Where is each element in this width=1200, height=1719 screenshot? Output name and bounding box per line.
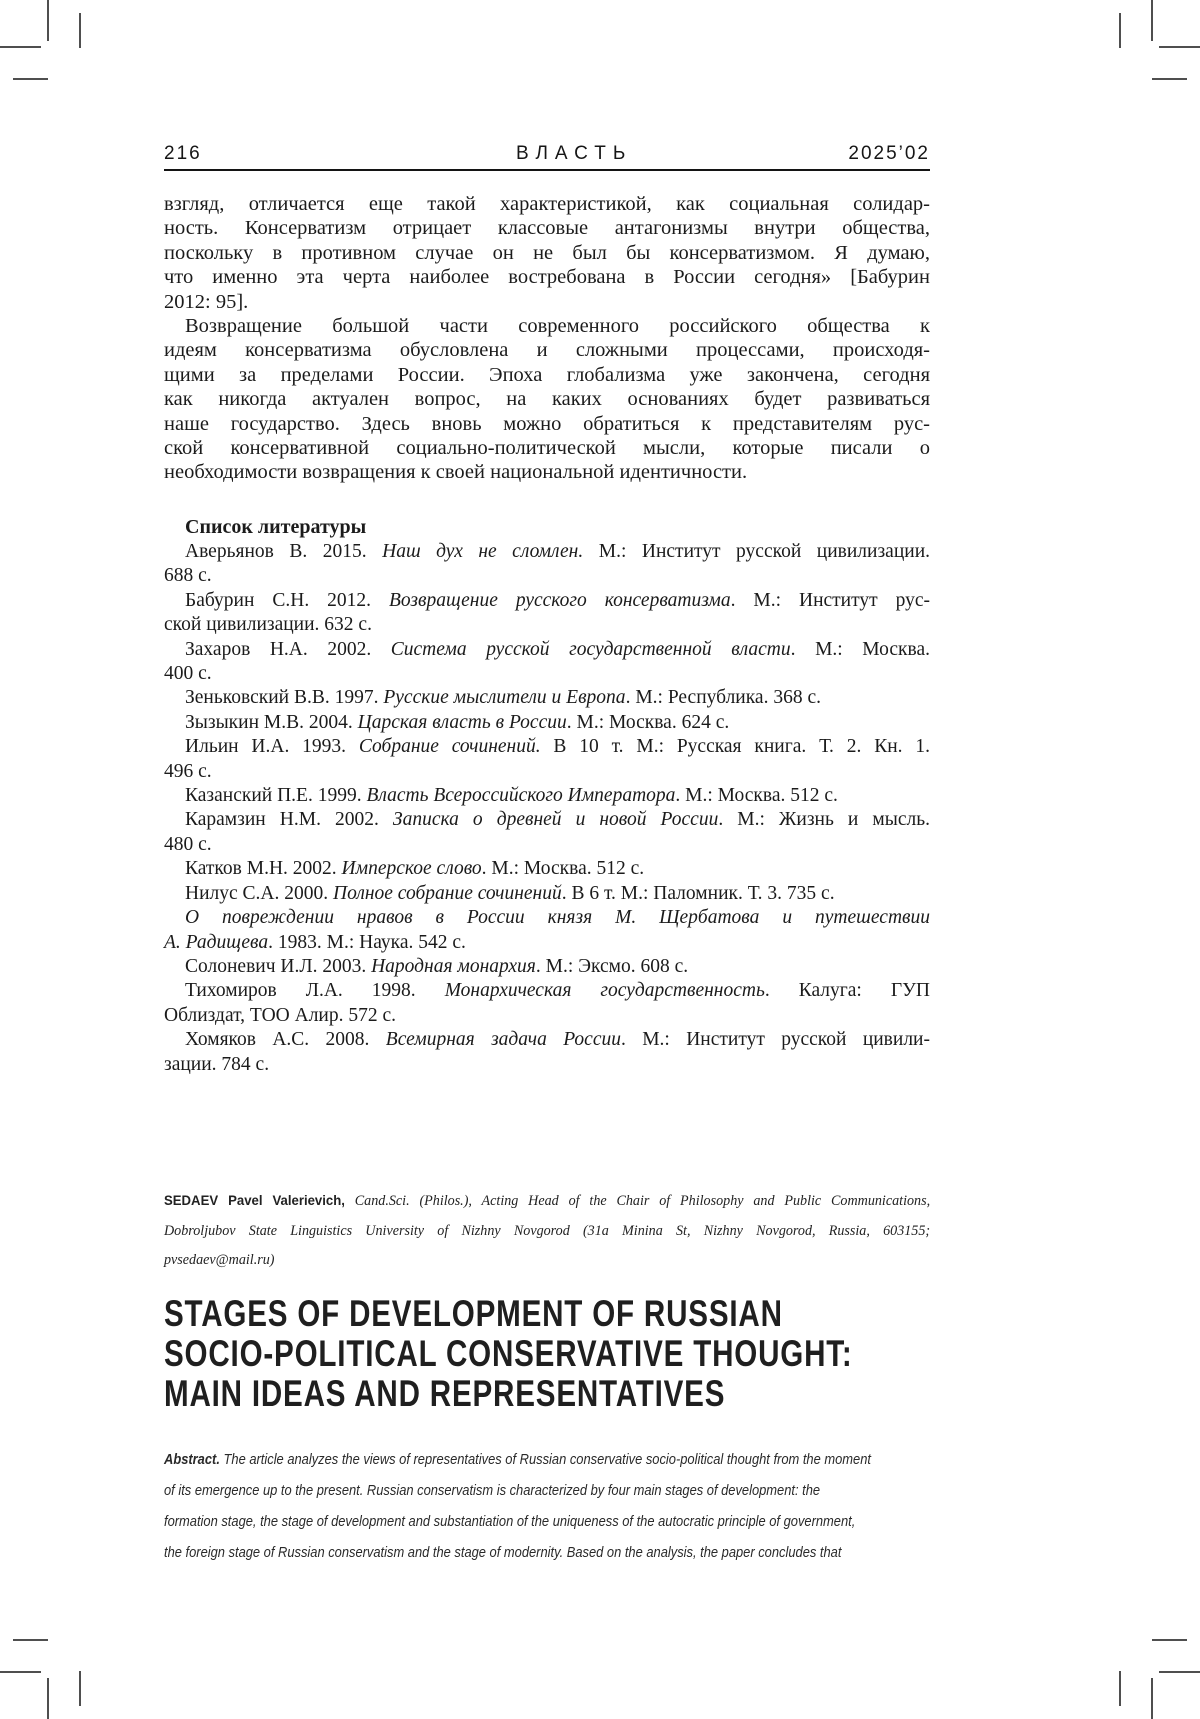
crop-mark <box>1119 1671 1121 1706</box>
page-number: 216 <box>164 143 202 164</box>
text-line: SEDAEV Pavel Valerievich, Cand.Sci. (Philos.), Acting Head of the Chair of Philosophy and Public Communications, <box>164 1192 931 1209</box>
text-segment-i: Монархическая государственность <box>444 980 765 1002</box>
text-line: зации. 784 с. <box>164 1053 270 1075</box>
text-line: of its emergence up to the present. Russian conservatism is characterized by four main stages of development: the <box>164 1482 821 1499</box>
text-line: Хомяков А.С. 2008. Всемирная задача России. М.: Институт русской цивили- <box>185 1029 930 1051</box>
author-note-paragraph <box>164 1186 930 1276</box>
text-line: Захаров Н.А. 2002. Система русской государственной власти. М.: Москва. <box>185 638 930 660</box>
crop-mark <box>79 13 81 48</box>
reference-entry <box>164 979 930 1028</box>
page-header <box>164 139 930 171</box>
text-line: 400 с. <box>164 663 212 685</box>
text-line: ской консервативной социально-политической мысли, которые писали о <box>164 437 930 460</box>
references-list <box>164 540 930 1077</box>
text-line: 496 с. <box>164 760 212 782</box>
abstract <box>164 1444 930 1568</box>
crop-mark <box>0 46 41 48</box>
text-line: взгляд, отличается еще такой характеристикой, как социальная солидар- <box>164 193 930 215</box>
text-segment-i: Всемирная задача России <box>385 1029 621 1051</box>
text-line <box>164 906 930 930</box>
crop-mark <box>0 1671 41 1673</box>
text-segment-i: Записка о древней и новой России <box>392 809 719 831</box>
crop-mark <box>1119 13 1121 48</box>
text-segment-i: А. Радищева <box>164 931 269 953</box>
reference-entry <box>164 711 930 735</box>
text-line: pvsedaev@mail.ru) <box>164 1252 275 1268</box>
references-section <box>164 514 930 1077</box>
text-line: необходимости возвращения к своей национальной идентичности. <box>164 461 748 484</box>
references-heading: Список литературы <box>185 516 367 538</box>
text-segment-i: Собрание сочинений. <box>358 736 541 758</box>
text-line: STAGES OF DEVELOPMENT OF RUSSIAN <box>164 1293 783 1334</box>
crop-mark <box>1159 1671 1200 1673</box>
body-text <box>164 192 930 485</box>
crop-mark <box>47 0 49 41</box>
crop-mark <box>47 1678 49 1719</box>
text-line: 2012: 95]. <box>164 290 249 313</box>
text-line: 688 с. <box>164 565 212 587</box>
abstract-paragraph <box>164 1444 930 1568</box>
text-line: ской цивилизации. 632 с. <box>164 614 372 636</box>
text-segment-i: Возвращение русского консерватизма <box>388 589 731 611</box>
reference-entry <box>164 808 930 857</box>
text-line: Возвращение большой части современного российского общества к <box>185 315 930 338</box>
text-segment-i: Русские мыслители и Европа <box>383 687 626 709</box>
text-line: Abstract. The article analyzes the views of representatives of Russian conservative socio-political thought from the moment <box>164 1451 871 1468</box>
text-segment-i: Полное собрание сочинений <box>333 882 562 904</box>
text-segment-b: Abstract. <box>164 1451 220 1468</box>
text-line: Dobroljubov State Linguistics University of Nizhny Novgorod (31a Minina St, Nizhny Novgorod, Russia, 603155; <box>164 1222 931 1239</box>
text-line: formation stage, the stage of development and substantiation of the uniqueness of the autocratic principle of government, <box>164 1513 856 1530</box>
text-line: Казанский П.Е. 1999. Власть Всероссийского Императора. М.: Москва. 512 с. <box>185 785 838 807</box>
text-line: SOCIO-POLITICAL CONSERVATIVE THOUGHT: <box>164 1333 853 1374</box>
text-line: А. Радищева. 1983. М.: Наука. 542 с. <box>164 931 466 953</box>
text-segment-i: Власть Всероссийского Императора <box>366 785 676 807</box>
text-line: Карамзин Н.М. 2002. Записка о древней и новой России. М.: Жизнь и мысль. <box>185 809 930 831</box>
text-segment-i: Народная монархия <box>371 955 536 977</box>
text-line: наше государство. Здесь вновь можно обратиться к представителям рус- <box>164 412 930 435</box>
text-line: идеям консерватизма обусловлена и сложными процессами, происходя- <box>164 339 930 362</box>
title-line-block <box>164 1294 930 1414</box>
text-line: Бабурин С.Н. 2012. Возвращение русского консерватизма. М.: Институт рус- <box>185 589 930 611</box>
text-segment-i: О повреждении нравов в России князя М. Щербатова и путешествии <box>185 907 930 929</box>
reference-entry <box>164 882 930 906</box>
crop-mark <box>1151 1678 1153 1719</box>
text-segment-i: Имперское слово <box>341 858 482 880</box>
text-segment-i: Система русской государственной власти <box>390 638 791 660</box>
reference-entry <box>164 906 930 955</box>
reference-entry <box>164 955 930 979</box>
reference-entry <box>164 735 930 784</box>
issue-number: 2025’02 <box>848 143 930 164</box>
crop-mark <box>1159 46 1200 48</box>
author-note <box>164 1186 930 1276</box>
crop-mark <box>13 78 48 80</box>
crop-mark <box>1152 1639 1187 1641</box>
text-line: 480 с. <box>164 833 212 855</box>
text-line: Катков М.Н. 2002. Имперское слово. М.: Москва. 512 с. <box>185 858 645 880</box>
text-line: Тихомиров Л.А. 1998. Монархическая государственность. Калуга: ГУП <box>185 980 930 1002</box>
text-line: щими за пределами России. Эпоха глобализма уже закончена, сегодня <box>164 363 930 386</box>
text-line: Облиздат, ТОО Алир. 572 с. <box>164 1004 397 1026</box>
paragraph <box>164 314 930 485</box>
paragraph <box>164 192 930 314</box>
reference-entry <box>164 686 930 710</box>
crop-mark <box>79 1671 81 1706</box>
text-line: ность. Консерватизм отрицает классовые антагонизмы внутри общества, <box>164 217 930 240</box>
text-line: поскольку в противном случае он не был бы консерватизмом. Я думаю, <box>164 241 930 264</box>
text-line: как никогда актуален вопрос, на каких основаниях будет развиваться <box>164 388 930 411</box>
text-line: Зызыкин М.В. 2004. Царская власть в России. М.: Москва. 624 с. <box>185 711 730 733</box>
reference-entry <box>164 784 930 808</box>
reference-entry <box>164 857 930 881</box>
crop-mark <box>1151 0 1153 41</box>
text-line: the foreign stage of Russian conservatism and the stage of modernity. Based on the analysis, the paper concludes that <box>164 1544 842 1561</box>
journal-title: ВЛАСТЬ <box>516 143 633 164</box>
crop-mark <box>1152 78 1187 80</box>
reference-entry <box>164 638 930 687</box>
crop-mark <box>13 1639 48 1641</box>
text-segment-i: Наш дух не сломлен. <box>382 541 584 562</box>
reference-entry <box>164 1028 930 1077</box>
text-line: что именно эта черта наиболее востребована в России сегодня» [Бабурин <box>164 266 930 289</box>
text-line: Ильин И.А. 1993. Собрание сочинений. В 10 т. М.: Русская книга. Т. 2. Кн. 1. <box>185 736 930 758</box>
text-line: Зеньковский В.В. 1997. Русские мыслители и Европа. М.: Республика. 368 с. <box>185 687 821 709</box>
article-title-english <box>164 1294 930 1414</box>
text-segment-i: Царская власть в России <box>357 711 567 733</box>
reference-entry <box>164 589 930 638</box>
text-line: MAIN IDEAS AND REPRESENTATIVES <box>164 1373 726 1414</box>
reference-entry <box>164 540 930 589</box>
text-line: Солоневич И.Л. 2003. Народная монархия. М.: Эксмо. 608 с. <box>185 955 689 977</box>
text-line: Нилус С.А. 2000. Полное собрание сочинений. В 6 т. М.: Паломник. Т. 3. 735 с. <box>185 882 835 904</box>
text-line: Аверьянов В. 2015. Наш дух не сломлен. М.: Институт русской цивилизации. <box>185 541 930 562</box>
text-segment-name: SEDAEV Pavel Valerievich, <box>164 1192 345 1208</box>
